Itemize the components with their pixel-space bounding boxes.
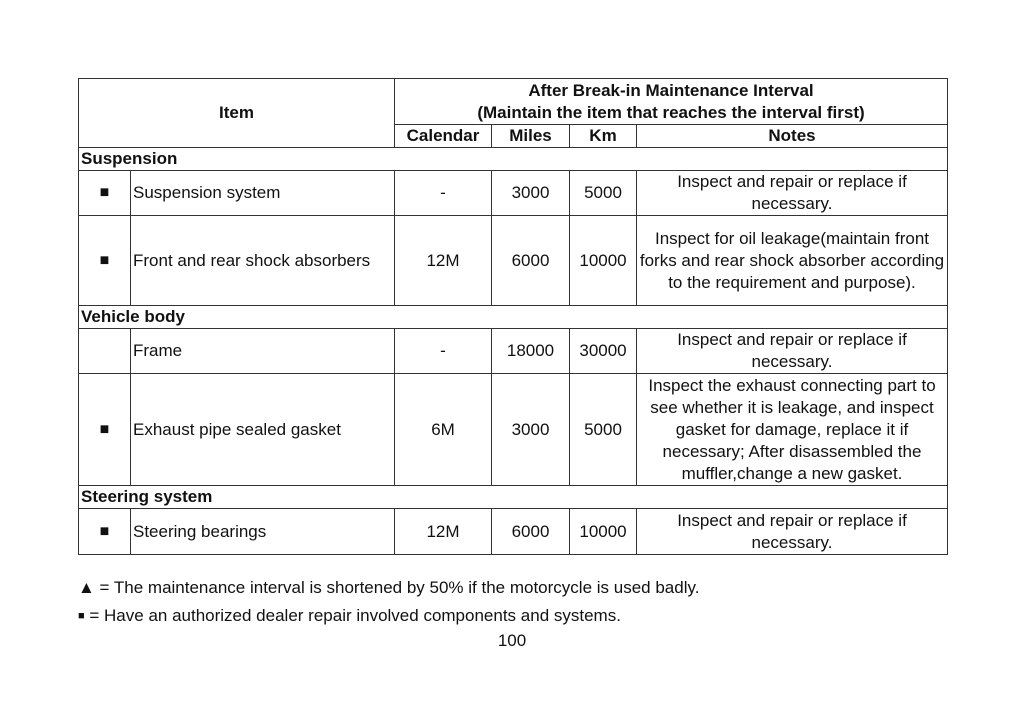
dealer-square-icon: ■	[79, 171, 131, 216]
header-interval-subtitle: (Maintain the item that reaches the interval first)	[477, 102, 865, 122]
miles-value: 18000	[492, 329, 570, 374]
header-interval-title: After Break-in Maintenance Interval	[528, 80, 814, 100]
header-notes: Notes	[637, 125, 948, 148]
section-title: Steering system	[79, 486, 948, 509]
page-number: 100	[497, 631, 527, 650]
item-name: Suspension system	[131, 171, 395, 216]
header-calendar: Calendar	[395, 125, 492, 148]
notes-text: Inspect and repair or replace if necessary.	[637, 171, 948, 216]
item-name: Front and rear shock absorbers	[131, 216, 395, 306]
header-miles: Miles	[492, 125, 570, 148]
square-icon: ■	[78, 610, 85, 622]
footnote-square	[78, 605, 621, 627]
triangle-icon: ▲	[78, 578, 95, 597]
item-name: Exhaust pipe sealed gasket	[131, 374, 395, 486]
notes-text: Inspect for oil leakage(maintain front forks and rear shock absorber according to the requirement and purpose).	[637, 216, 948, 306]
km-value: 5000	[570, 374, 637, 486]
dealer-square-icon: ■	[79, 509, 131, 555]
dealer-square-icon	[79, 329, 131, 374]
table-row	[79, 171, 948, 216]
calendar-value: 6M	[395, 374, 492, 486]
table-row	[79, 509, 948, 555]
miles-value: 3000	[492, 171, 570, 216]
footnote-triangle-text: = The maintenance interval is shortened by 50% if the motorcycle is used badly.	[94, 578, 700, 597]
notes-text: Inspect and repair or replace if necessary.	[637, 509, 948, 555]
item-name: Frame	[131, 329, 395, 374]
calendar-value: -	[395, 329, 492, 374]
dealer-square-icon: ■	[79, 374, 131, 486]
dealer-square-icon: ■	[79, 216, 131, 306]
calendar-value: -	[395, 171, 492, 216]
km-value: 10000	[570, 216, 637, 306]
section-row	[79, 148, 948, 171]
table-row	[79, 329, 948, 374]
miles-value: 6000	[492, 216, 570, 306]
miles-value: 3000	[492, 374, 570, 486]
calendar-value: 12M	[395, 509, 492, 555]
header-item: Item	[79, 79, 395, 148]
header-km: Km	[570, 125, 637, 148]
item-name: Steering bearings	[131, 509, 395, 555]
section-row	[79, 306, 948, 329]
table-row	[79, 216, 948, 306]
section-title: Vehicle body	[79, 306, 948, 329]
section-title: Suspension	[79, 148, 948, 171]
footnote-triangle	[78, 577, 699, 599]
km-value: 5000	[570, 171, 637, 216]
section-row	[79, 486, 948, 509]
notes-text: Inspect the exhaust connecting part to see whether it is leakage, and inspect gasket for damage, replace it if necessary; After disassembled the muffler,change a new gasket.	[637, 374, 948, 486]
table-row	[79, 374, 948, 486]
maintenance-table	[78, 78, 948, 555]
calendar-value: 12M	[395, 216, 492, 306]
km-value: 10000	[570, 509, 637, 555]
notes-text: Inspect and repair or replace if necessary.	[637, 329, 948, 374]
footnote-square-text: = Have an authorized dealer repair involved components and systems.	[84, 606, 621, 625]
miles-value: 6000	[492, 509, 570, 555]
km-value: 30000	[570, 329, 637, 374]
header-interval-group	[395, 79, 948, 125]
